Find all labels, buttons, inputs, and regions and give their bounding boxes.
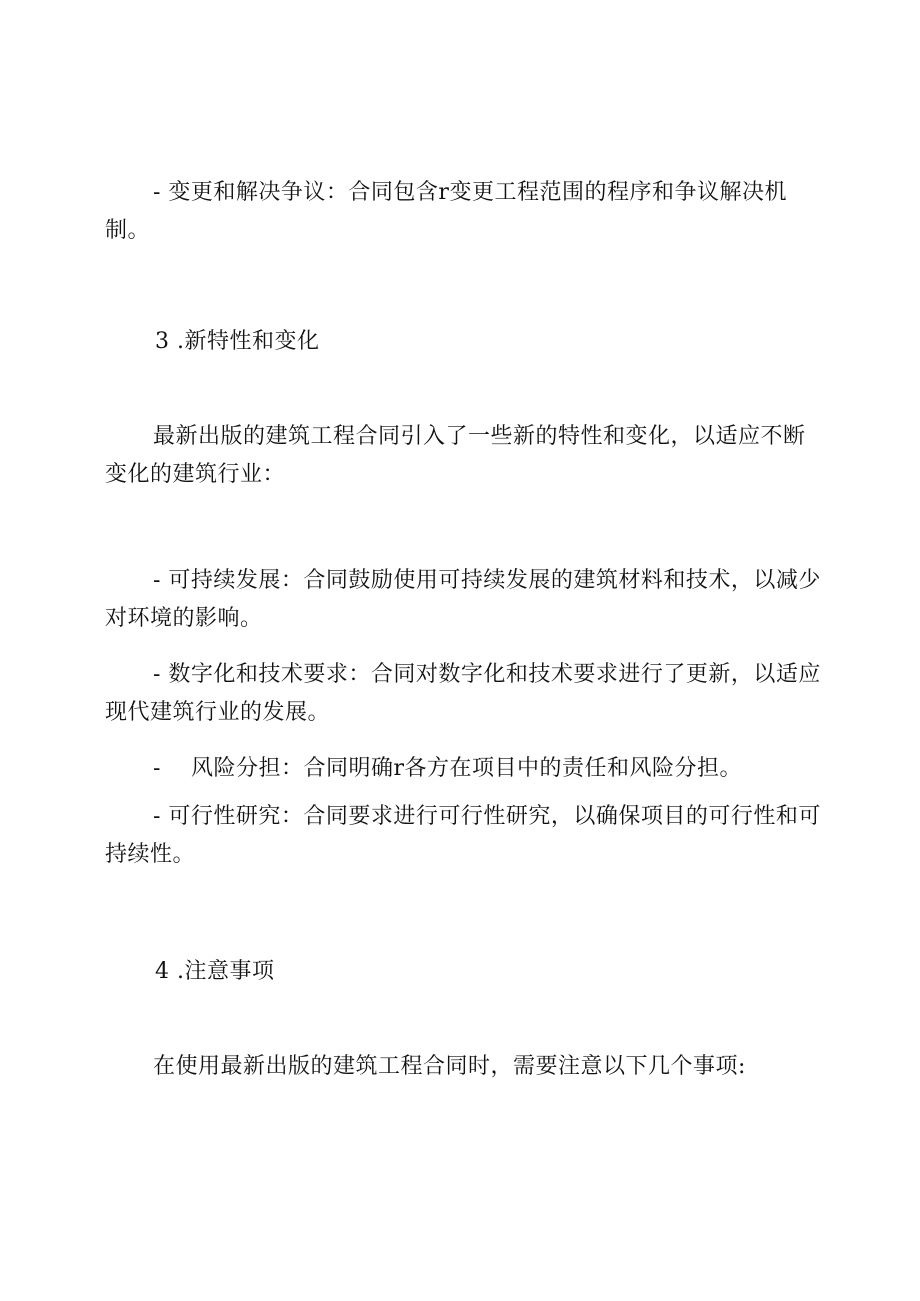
list-item-risk-text: 风险分担：合同明确r各方在项目中的责任和风险分担。 (191, 756, 743, 781)
section-heading-4: 4 .注意事项 (155, 959, 275, 984)
paragraph-intro-3: 最新出版的建筑工程合同引入了一些新的特性和变化，以适应不断变化的建筑行业： (105, 424, 806, 487)
list-item-risk (105, 750, 825, 788)
section-heading-3: 3 .新特性和变化 (155, 329, 320, 354)
paragraph-intro-4: 在使用最新出版的建筑工程合同时，需要注意以下几个事项: (153, 1054, 746, 1079)
paragraph-change-dispute: - 变更和解决争议：合同包含r变更工程范围的程序和争议解决机制。 (105, 180, 787, 243)
list-item-sustainable: - 可持续发展：合同鼓励使用可持续发展的建筑材料和技术，以减少对环境的影响。 (105, 568, 821, 631)
list-dash: - (153, 756, 161, 781)
list-item-digital: - 数字化和技术要求：合同对数字化和技术要求进行了更新，以适应现代建筑行业的发展。 (105, 662, 821, 725)
list-item-feasibility: - 可行性研究：合同要求进行可行性研究，以确保项目的可行性和可持续性。 (105, 804, 821, 867)
